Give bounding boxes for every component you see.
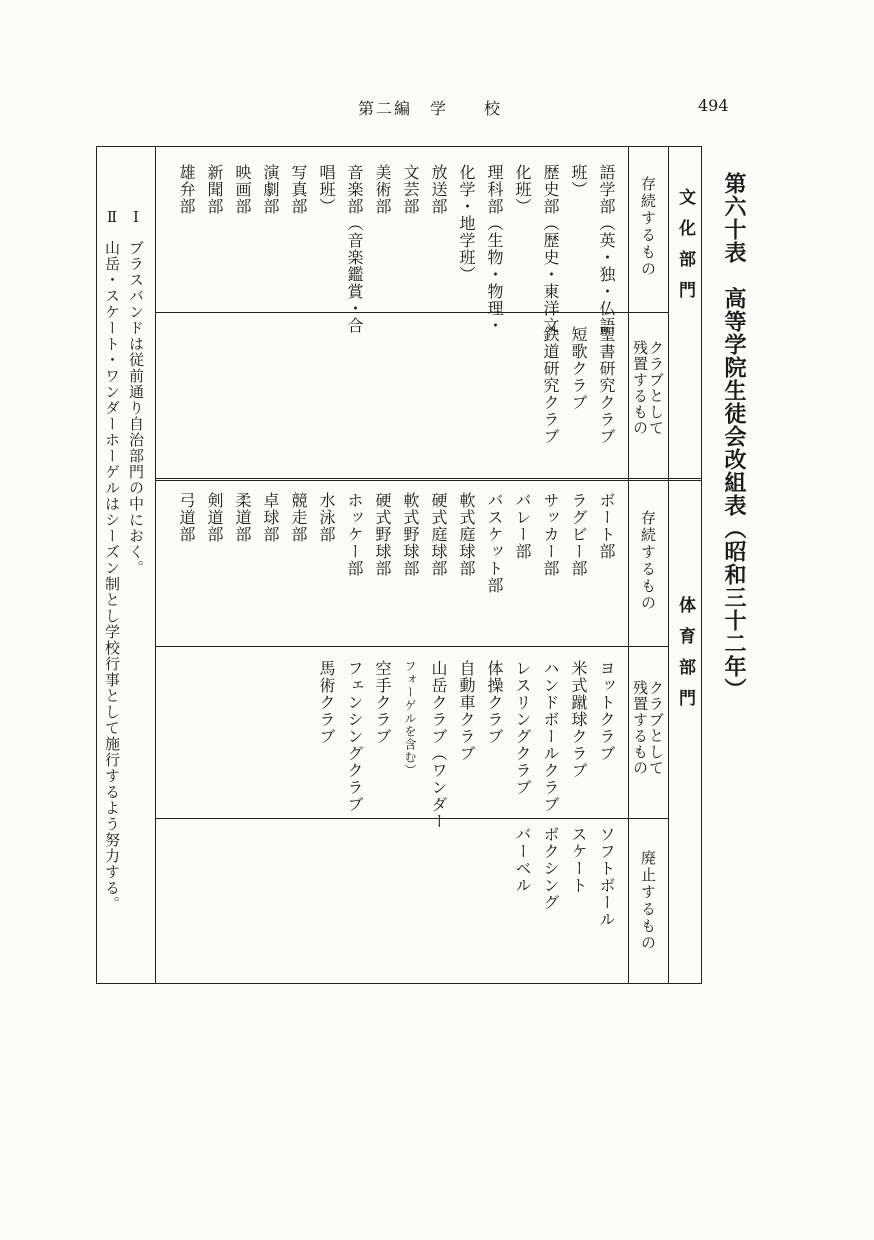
sports-col2-item: フェンシングクラブ: [345, 660, 364, 813]
sports-col1-item: ラグビー部: [569, 492, 588, 577]
page-number: 494: [698, 96, 729, 115]
sports-col2-item: 空手クラブ: [373, 660, 392, 745]
sports-col2-item: レスリングクラブ: [513, 660, 532, 796]
sports-col1-item: 軟式庭球部: [457, 492, 476, 577]
sports-col1-head: 存続するもの: [639, 510, 657, 612]
sports-col3-item: バーベル: [513, 826, 532, 894]
sports-col1-item: 剣道部: [205, 492, 224, 543]
col-header-rule: [628, 146, 629, 984]
sports-col-divider-1: [155, 646, 668, 647]
note-mark: Ⅰ: [127, 208, 145, 227]
culture-col1-item: 語学部（英・独・仏語: [597, 164, 616, 334]
sports-col2-item: ヨットクラブ: [597, 660, 616, 762]
sports-col2-item: フォーゲルを含む）: [403, 660, 417, 777]
sports-col1-item: 競走部: [289, 492, 308, 543]
sports-col-divider-2: [155, 818, 668, 819]
sports-col2-item: 米式蹴球クラブ: [569, 660, 588, 779]
note-text: 山岳・スケート・ワンダーホーゲルはシーズン制とし学校行事として施行するよう努力する。: [103, 240, 121, 912]
sports-col2-item: 自動車クラブ: [457, 660, 476, 762]
sports-col1-item: 弓道部: [177, 492, 196, 543]
sports-col1-item: バレー部: [513, 492, 532, 560]
culture-col1-item: 文芸部: [401, 164, 420, 215]
sports-col1-item: 卓球部: [261, 492, 280, 543]
culture-col1-item: 理科部（生物・物理・: [485, 164, 504, 334]
sports-col2-item: 体操クラブ: [485, 660, 504, 745]
notes-rule: [155, 146, 156, 984]
sports-col1-item: 軟式野球部: [401, 492, 420, 577]
sports-col3-item: ボクシング: [541, 826, 560, 911]
sports-col2-item: 山岳クラブ（ワンダー: [429, 660, 448, 830]
sports-col2-head-a: クラブとして: [647, 680, 665, 776]
culture-col-divider: [155, 312, 668, 313]
sports-col3-head: 廃止するもの: [639, 850, 657, 952]
note-mark: Ⅱ: [103, 208, 121, 227]
sports-col1-item: サッカー部: [541, 492, 560, 577]
sports-col2-item: 馬術クラブ: [317, 660, 336, 745]
sports-col2-item: ハンドボールクラブ: [541, 660, 560, 813]
running-header: 第二編 学 校: [358, 99, 503, 118]
sports-col3-item: ソフトボール: [597, 826, 616, 928]
culture-col1-item: 放送部: [429, 164, 448, 215]
culture-col2-head-a: クラブとして: [647, 340, 665, 436]
sports-col1-item: ホッケー部: [345, 492, 364, 577]
culture-col1-item: 班）: [569, 164, 588, 198]
culture-col1-item: 歴史部（歴史・東洋文: [541, 164, 560, 334]
culture-col1-head: 存続するもの: [639, 176, 657, 278]
sports-col1-item: 硬式野球部: [373, 492, 392, 577]
sports-col1-item: 水泳部: [317, 492, 336, 543]
sports-col1-item: 硬式庭球部: [429, 492, 448, 577]
sports-col2-head-b: 残置するもの: [631, 680, 649, 776]
culture-col2-item: 短歌クラブ: [569, 326, 588, 411]
culture-col1-item: 雄弁部: [177, 164, 196, 215]
culture-col1-item: 音楽部（音楽鑑賞・合: [345, 164, 364, 334]
culture-col1-item: 唱班）: [317, 164, 336, 215]
dept-header-rule: [668, 146, 669, 984]
sports-col1-item: ボート部: [597, 492, 616, 560]
sports-col1-item: 柔道部: [233, 492, 252, 543]
sports-col3-item: スケート: [569, 826, 588, 894]
culture-col1-item: 映画部: [233, 164, 252, 215]
culture-col1-item: 化学・地学班）: [457, 164, 476, 283]
culture-col2-head-b: 残置するもの: [631, 340, 649, 436]
culture-col1-item: 演劇部: [261, 164, 280, 215]
culture-col1-item: 美術部: [373, 164, 392, 215]
culture-col1-item: 新聞部: [205, 164, 224, 215]
culture-col2-item: 聖書研究クラブ: [597, 326, 616, 445]
sports-dept-heading: 体育部門: [675, 596, 695, 720]
sports-col1-item: バスケット部: [485, 492, 504, 594]
dept-divider: [155, 478, 702, 481]
table-title: 第六十表 高等学院生徒会改組表（昭和三十二年）: [721, 172, 746, 701]
culture-col1-item: 写真部: [289, 164, 308, 215]
culture-col2-item: 鉄道研究クラブ: [541, 326, 560, 445]
culture-col1-item: 化班）: [513, 164, 532, 215]
culture-dept-heading: 文化部門: [675, 188, 695, 312]
note-text: ブラスバンドは従前通り自治部門の中におく。: [127, 240, 145, 576]
